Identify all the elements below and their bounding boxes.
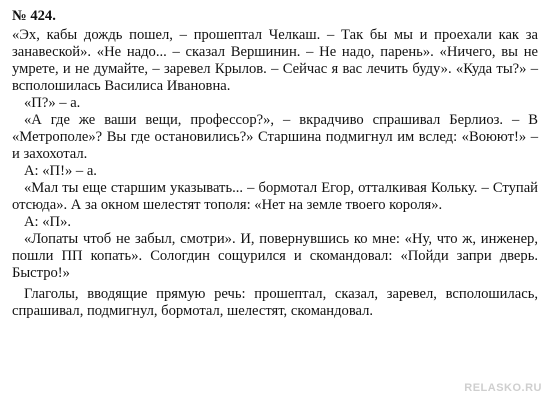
paragraph-3: «Мал ты еще старшим указывать... – бормотал Егор, отталкивая Кольку. – Ступай отсюда». А за окном шелестят тополя: «Нет на земле твоего короля». [12, 180, 538, 213]
paragraph-2: «А где же ваши вещи, профессор?», – вкрадчиво спрашивал Берлиоз. – В «Метрополе»? Вы где остановились?» Старшина подмигнул им вслед: «Воюют!» – и захохотал. [12, 112, 538, 162]
paragraph-1: «Эх, кабы дождь пошел, – прошептал Челкаш. – Так бы мы и проехали как за занавеской». «Не надо... – сказал Вершинин. – Не надо, парень». «Ничего, вы не умрете, и не думайте, – заревел Крылов. – Сейчас я вас лечить буду». «Куда ты?» – всполошилась Василиса Ивановна. [12, 27, 538, 94]
scheme-3: А: «П». [24, 214, 72, 230]
scheme-1: «П?» – а. [24, 95, 81, 111]
paragraph-4: «Лопаты чтоб не забыл, смотри». И, повернувшись ко мне: «Ну, что ж, инженер, пошли ПП копать». Сологдин сощурился и скомандовал: «Пойди запри дверь. Быстро!» [12, 231, 538, 281]
site-watermark: RELASKO.RU [464, 382, 542, 394]
scheme-2: А: «П!» – а. [24, 163, 97, 179]
conclusion-text: Глаголы, вводящие прямую речь: прошептал, сказал, заревел, всполошилась, спрашивал, подмигнул, бормотал, шелестят, скомандовал. [12, 286, 538, 319]
exercise-number: № 424. [12, 8, 56, 24]
